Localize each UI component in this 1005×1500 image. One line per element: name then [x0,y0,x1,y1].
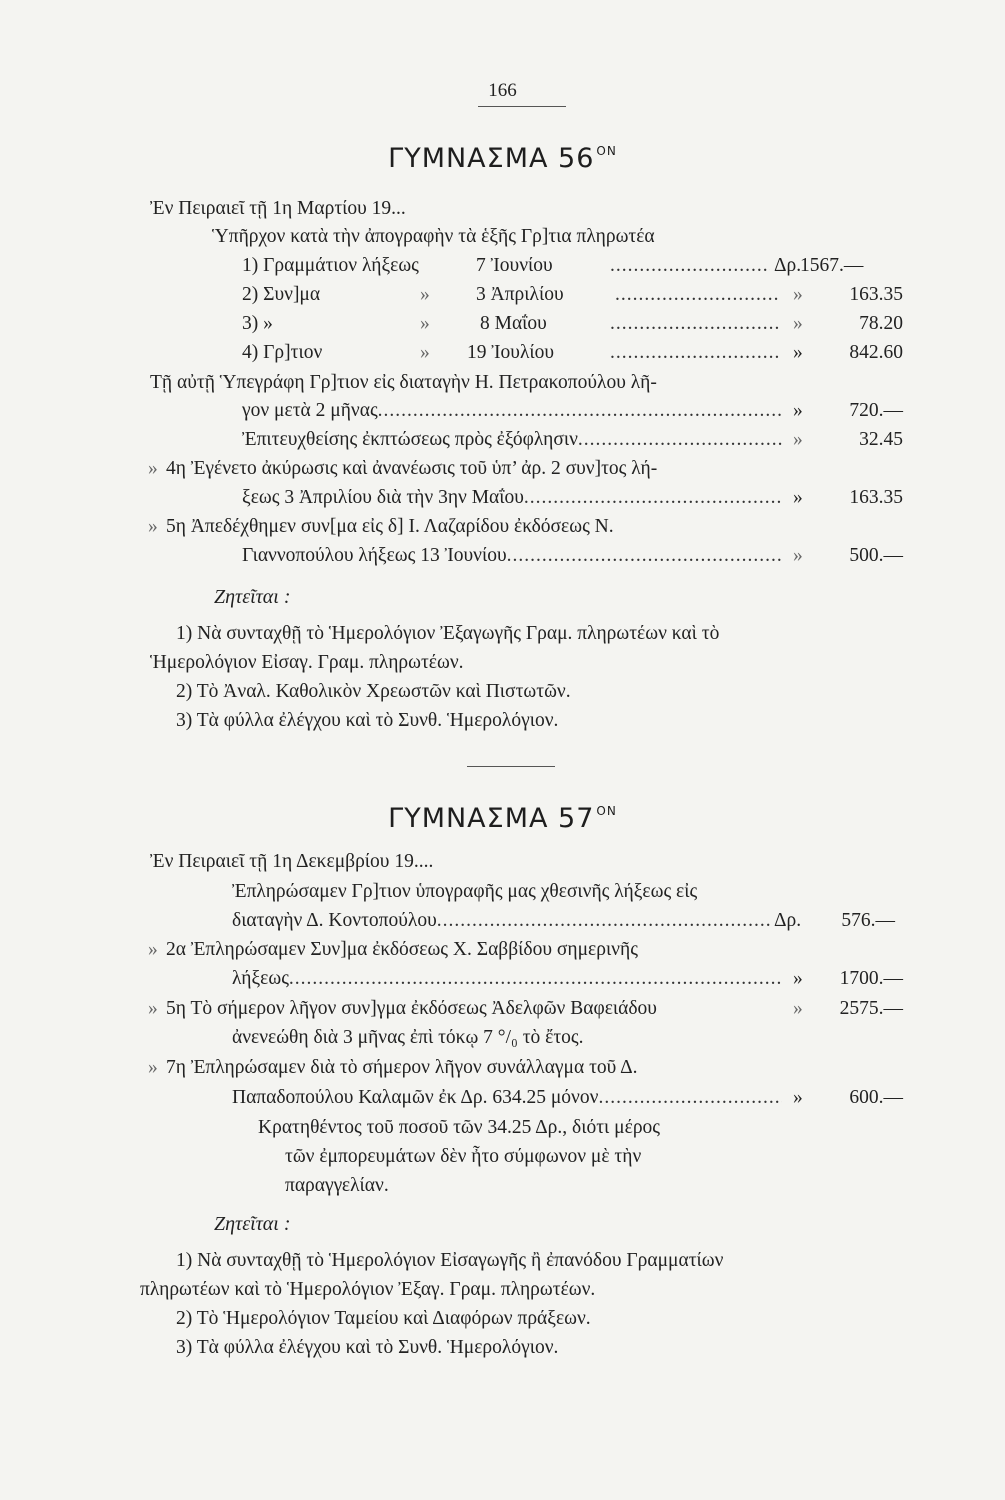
ex57-entry-b-line1: 2α Ἐπληρώσαμεν Συν]μα ἐκδόσεως Χ. Σαββίδου σημερινῆς [166,939,638,960]
ex56-required-heading: Ζητεῖται : [214,586,291,608]
ex57-entry-a-line2: διαταγὴν Δ. Κοντοπούλου ..... [232,910,772,932]
ex57-req3: 3) Τὰ φύλλα ἐλέγχου καὶ τὸ Συνθ. Ἡμερολόγιον. [176,1337,559,1358]
ex56-item-4-date: 19 Ἰουλίου [467,342,555,363]
ex56-entry-c-line1: 4η Ἐγένετο ἀκύρωσις καὶ ἀνανέωσις τοῦ ὑπ’ ἀρ. 2 συν]τος λή- [166,458,658,479]
ex57-entry-d-line2: Παπαδοπούλου Καλαμῶν ἐκ Δρ. 634.25 μόνον ..... [232,1087,782,1109]
ex56-item-4-amount: 842.60 [849,342,903,363]
ex56-subintro: Ὑπῆρχον κατὰ τὴν ἀπογραφὴν τὰ ἑξῆς Γρ]τια πληρωτέα [212,226,655,247]
ex56-item-4-ditto: » [420,342,430,363]
ex56-item-1-date: 7 Ἰουνίου [476,255,553,276]
ex56-entry-c-currency: » [793,487,803,508]
ex57-req1-line1: 1) Νὰ συνταχθῇ τὸ Ἡμερολόγιον Εἰσαγωγῆς ἢ ἐπανόδου Γραμματίων [176,1250,724,1271]
ex57-entry-c-amount: 2575.— [839,998,903,1019]
ex56-item-2-label: 2) Συν]μα [242,284,321,305]
ex57-req1-line2: πληρωτέων καὶ τὸ Ἡμερολόγιον Ἐξαγ. Γραμ. πληρωτέων. [140,1279,596,1300]
ex57-entry-a-line1: Ἐπληρώσαμεν Γρ]τιον ὑπογραφῆς μας χθεσινῆς λήξεως εἰς [232,881,698,902]
ex56-req3: 3) Τὰ φύλλα ἐλέγχου καὶ τὸ Συνθ. Ἡμερολόγιον. [176,710,559,731]
ex57-entry-d-currency: » [793,1087,803,1108]
ex56-entry-c-amount: 163.35 [849,487,903,508]
exercise-56-title: ΓΥΜΝΑΣΜΑ 56 $^{ON}$ [388,143,617,174]
ex56-entry-d-line2: Γιαννοπούλου λήξεως 13 Ἰουνίου ..... [242,545,782,567]
page-number: 166 [488,80,517,101]
ex57-entry-b-mark: » [148,939,158,960]
ex57-entry-d-note2: τῶν ἐμπορευμάτων δὲν ἦτο σύμφωνον μὲ τὴν [285,1146,642,1167]
ex57-entry-b-currency: » [793,968,803,989]
ex56-intro: Ἐν Πειραιεῖ τῇ 1η Μαρτίου 19... [150,198,406,219]
ex56-entry-b-currency: » [793,429,803,450]
ex56-item-4-currency: » [793,342,803,363]
ex57-entry-c-currency: » [793,998,803,1019]
ex56-item-3-label: 3) » [242,313,273,334]
section-separator [467,766,555,767]
ex56-item-2-amount: 163.35 [849,284,903,305]
ex56-entry-b-amount: 32.45 [859,429,903,450]
ex56-item-4-leader [610,342,780,364]
ex56-item-1-currency: Δρ. [774,255,802,276]
ex56-item-3-amount: 78.20 [859,313,903,334]
ex57-entry-d-note3: παραγγελίαν. [285,1175,389,1196]
ex56-item-2-currency: » [793,284,803,305]
ex57-req2: 2) Τὸ Ἡμερολόγιον Ταμείου καὶ Διαφόρων πράξεων. [176,1308,591,1329]
ex57-entry-a-amount: 576.— [841,910,895,931]
ex56-item-1-amount: 1567.— [800,255,864,276]
ex57-intro: Ἐν Πειραιεῖ τῇ 1η Δεκεμβρίου 19.... [150,851,434,872]
ex57-entry-c-line1: 5η Τὸ σήμερον λῆγον συν]γμα ἐκδόσεως Ἀδελφῶν Βαφειάδου [166,998,657,1019]
ex56-item-1-label: 1) Γραμμάτιον λήξεως [242,255,419,276]
ex56-entry-b-line: Ἐπιτευχθείσης ἐκπτώσεως πρὸς ἐξόφλησιν ..... [242,429,782,451]
ex56-item-3-leader [610,313,780,335]
ex57-entry-d-note1: Κρατηθέντος τοῦ ποσοῦ τῶν 34.25 Δρ., διότι μέρος [258,1117,661,1138]
ex56-item-2-leader [615,284,780,306]
ex57-entry-b-line2: λήξεως ..... [232,968,782,990]
ex56-item-3-currency: » [793,313,803,334]
ex56-entry-a-amount: 720.— [849,400,903,421]
ex57-required-heading: Ζητεῖται : [214,1213,291,1235]
ex57-entry-a-currency: Δρ. [774,910,802,931]
ex57-entry-c-line2: ἀνενεώθη διὰ 3 μῆνας ἐπὶ τόκῳ 7 °/₀ τὸ ἔτος. [232,1027,584,1048]
ex57-entry-b-amount: 1700.— [839,968,903,989]
ex56-item-3-ditto: » [420,313,430,334]
ex56-item-2-ditto: » [420,284,430,305]
ex56-entry-d-currency: » [793,545,803,566]
ex56-item-2-date: 3 Ἀπριλίου [476,284,564,305]
ex57-entry-d-amount: 600.— [849,1087,903,1108]
ex57-entry-c-mark: » [148,998,158,1019]
ex56-entry-d-line1: 5η Ἀπεδέχθημεν συν[μα εἰς δ] Ι. Λαζαρίδου ἐκδόσεως Ν. [166,516,614,537]
ex57-entry-d-line1: 7η Ἐπληρώσαμεν διὰ τὸ σήμερον λῆγον συνάλλαγμα τοῦ Δ. [166,1057,638,1078]
ex56-entry-c-line2: ξεως 3 Ἀπριλίου διὰ τὴν 3ην Μαΐου ..... [242,487,782,509]
ex56-entry-d-mark: » [148,516,158,537]
exercise-57-title: ΓΥΜΝΑΣΜΑ 57 $^{ON}$ [388,803,617,834]
ex57-entry-d-mark: » [148,1057,158,1078]
ex56-item-4-label: 4) Γρ]τιον [242,342,323,363]
ex56-req1-line1: 1) Νὰ συνταχθῇ τὸ Ἡμερολόγιον Ἐξαγωγῆς Γραμ. πληρωτέων καὶ τὸ [176,623,720,644]
ex56-entry-d-amount: 500.— [849,545,903,566]
header-rule [478,106,566,107]
ex56-entry-a-currency: » [793,400,803,421]
ex56-item-3-date: 8 Μαΐου [480,313,547,334]
ex56-entry-c-mark: » [148,458,158,479]
ex56-entry-a-line1: Τῇ αὐτῇ Ὑπεγράφη Γρ]τιον εἰς διαταγὴν Η. Πετρακοπούλου λῆ- [150,372,657,393]
ex56-item-1-leader [610,255,770,277]
ex56-entry-a-line2: γον μετὰ 2 μῆνας ..... [242,400,782,422]
ex56-req2: 2) Τὸ Ἀναλ. Καθολικὸν Χρεωστῶν καὶ Πιστωτῶν. [176,681,571,702]
ex56-req1-line2: Ἡμερολόγιον Εἰσαγ. Γραμ. πληρωτέων. [150,652,464,673]
